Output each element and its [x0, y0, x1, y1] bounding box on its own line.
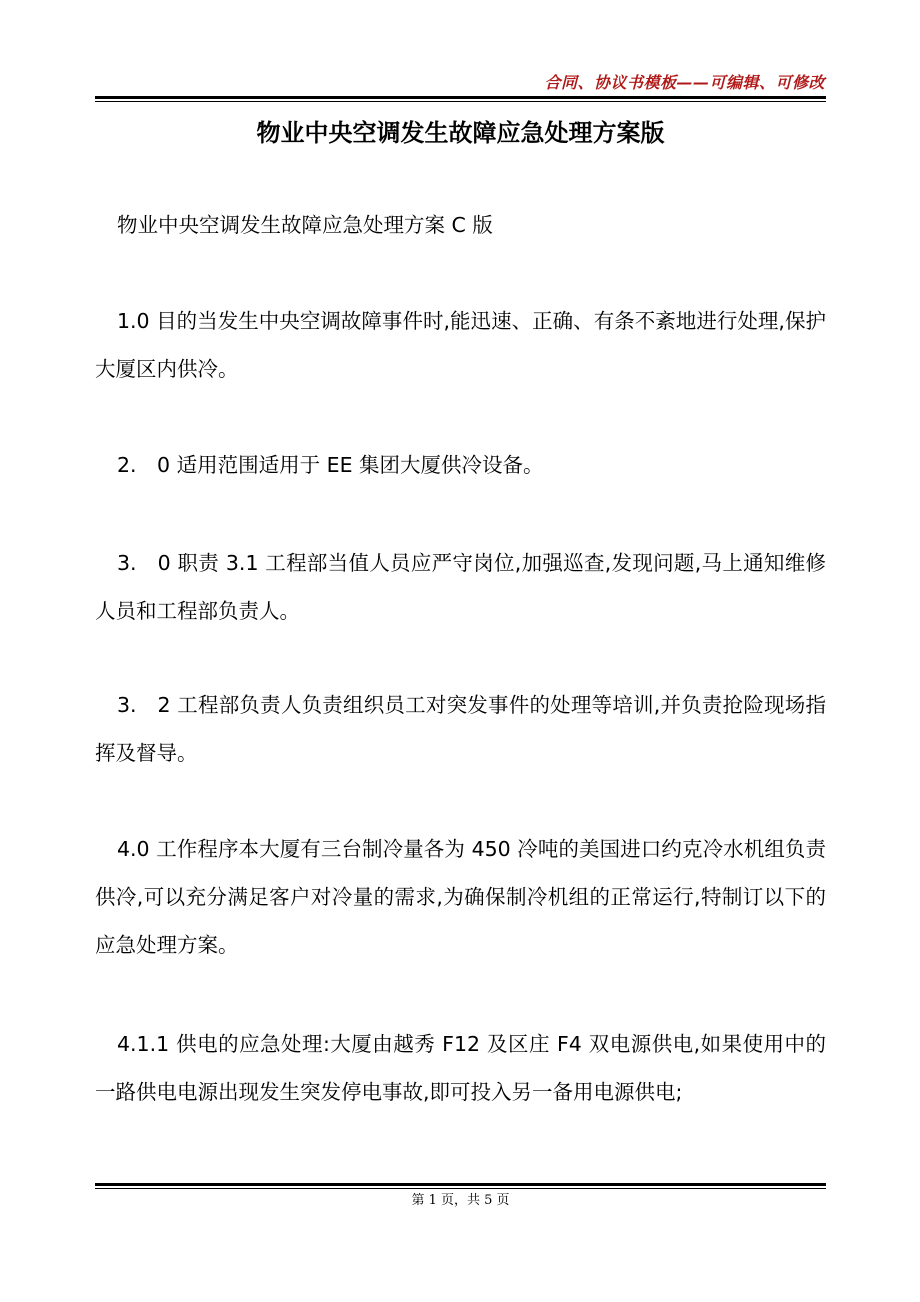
paragraph-duty-3-1: 3. 0 职责 3.1 工程部当值人员应严守岗位,加强巡查,发现问题,马上通知维修人员和工程部负责人。 [95, 551, 826, 623]
footer-rule-thick [95, 1183, 826, 1186]
header-rule-thin [95, 101, 826, 102]
paragraph-subtitle: 物业中央空调发生故障应急处理方案 C 版 [117, 213, 493, 237]
header-rule-thick [95, 96, 826, 99]
paragraph-scope: 2. 0 适用范围适用于 EE 集团大厦供冷设备。 [117, 453, 544, 477]
paragraph-procedure: 4.0 工作程序本大厦有三台制冷量各为 450 冷吨的美国进口约克冷水机组负责供冷,可以充分满足客户对冷量的需求,为确保制冷机组的正常运行,特制订以下的应急处理方案。 [95, 837, 826, 957]
paragraph-purpose: 1.0 目的当发生中央空调故障事件时,能迅速、正确、有条不紊地进行处理,保护大厦区内供冷。 [95, 309, 826, 381]
page-number: 第 1 页，共 5 页 [411, 1193, 510, 1208]
paragraph-duty-3-2: 3. 2 工程部负责人负责组织员工对突发事件的处理等培训,并负责抢险现场指挥及督导。 [95, 693, 826, 765]
paragraph-power-emergency: 4.1.1 供电的应急处理:大厦由越秀 F12 及区庄 F4 双电源供电,如果使用中的一路供电电源出现发生突发停电事故,即可投入另一备用电源供电; [95, 1032, 826, 1104]
header-tag: 合同、协议书模板——可编辑、可修改 [544, 73, 825, 92]
document-title: 物业中央空调发生故障应急处理方案版 [256, 119, 665, 147]
